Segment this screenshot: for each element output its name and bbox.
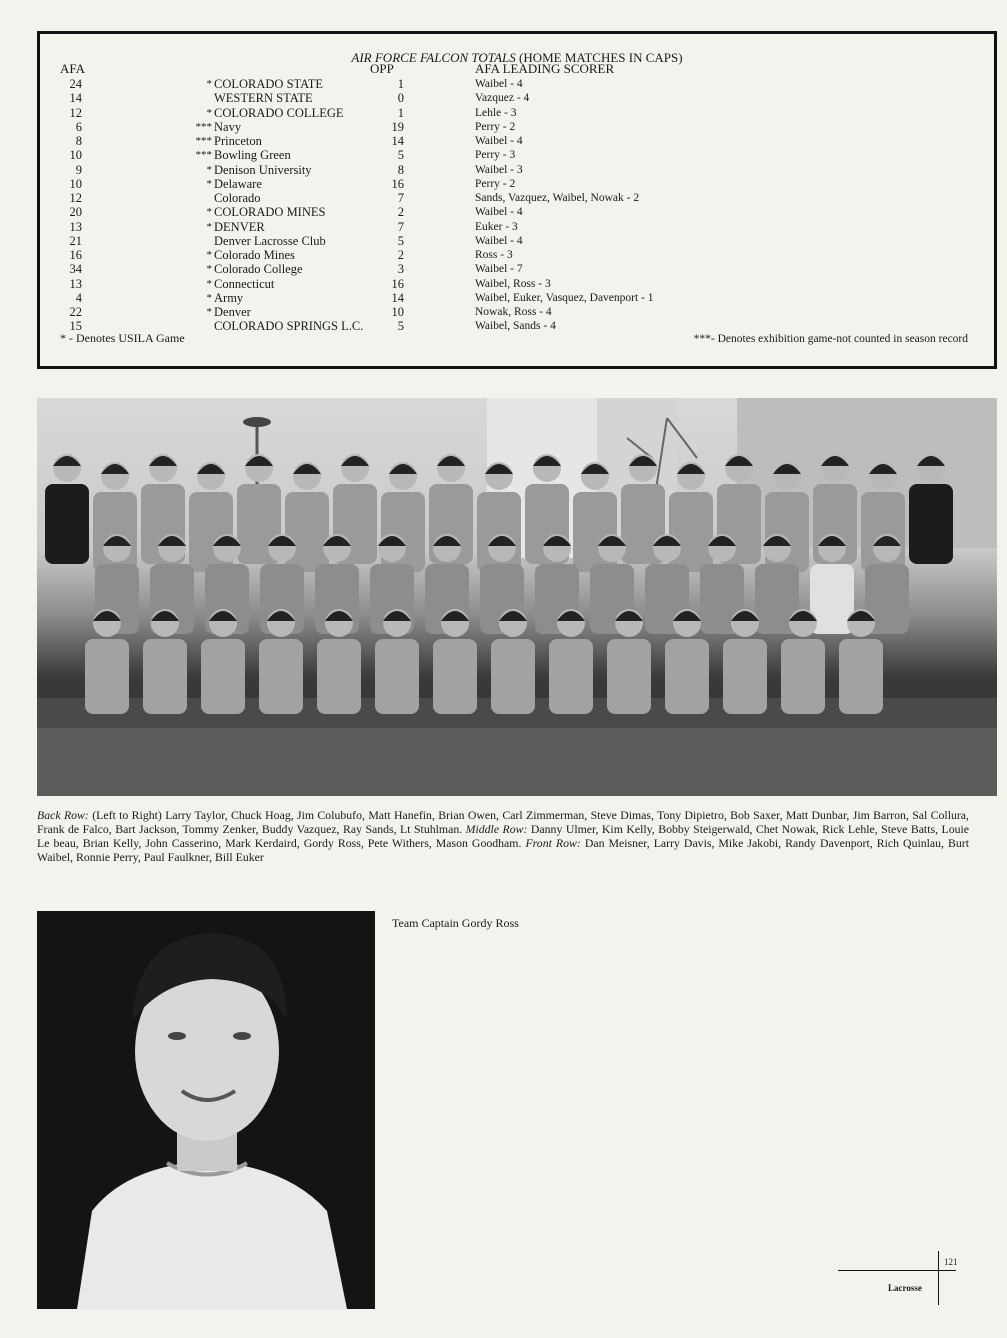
player-figure xyxy=(285,492,329,572)
leading-scorer: Perry - 3 xyxy=(475,149,516,162)
player-figure xyxy=(259,639,303,714)
opponent-name: DENVER xyxy=(214,219,265,234)
opp-score: 3 xyxy=(397,262,404,277)
leading-scorer: Waibel, Ross - 3 xyxy=(475,277,551,290)
opp-score: 1 xyxy=(397,105,404,120)
col-header-afa: AFA xyxy=(60,61,86,76)
player-figure xyxy=(723,639,767,714)
table-body xyxy=(40,77,994,334)
afa-score: 12 xyxy=(69,105,82,120)
opponent-name: Army xyxy=(214,290,244,305)
afa-score: 16 xyxy=(69,248,82,262)
folio-rule-vertical xyxy=(938,1251,939,1305)
usila-marker: * xyxy=(206,277,212,290)
opp-score: 19 xyxy=(391,119,404,134)
usila-marker: * xyxy=(206,78,212,90)
leading-scorer: Nowak, Ross - 4 xyxy=(475,306,552,318)
opp-score: 10 xyxy=(391,305,404,319)
opp-score: 5 xyxy=(397,233,404,248)
captain-portrait-image xyxy=(37,911,375,1309)
opponent-name: COLORADO COLLEGE xyxy=(214,105,344,120)
leading-scorer: Waibel - 4 xyxy=(475,78,523,90)
table-row xyxy=(40,91,994,105)
leading-scorer: Euker - 3 xyxy=(475,220,518,233)
afa-score: 21 xyxy=(69,233,82,248)
player-figure xyxy=(85,639,129,714)
opponent-name: Delaware xyxy=(214,176,262,191)
leading-scorer: Waibel - 4 xyxy=(475,206,523,219)
section-name: Lacrosse xyxy=(888,1283,922,1293)
opponent-name: Connecticut xyxy=(214,276,275,291)
usila-marker: *** xyxy=(195,135,212,147)
afa-score: 8 xyxy=(75,134,82,148)
usila-marker: * xyxy=(206,249,212,261)
opponent-name: Denver xyxy=(214,305,251,319)
player-figure xyxy=(549,639,593,714)
player-figure xyxy=(433,639,477,714)
opponent-name: Princeton xyxy=(214,134,262,148)
opponent-name: Denison University xyxy=(214,162,312,177)
table-row xyxy=(40,262,994,276)
table-row xyxy=(40,305,994,319)
opponent-name: COLORADO SPRINGS L.C. xyxy=(214,319,364,334)
opp-score: 16 xyxy=(391,276,404,291)
opponent-name: Navy xyxy=(214,119,242,134)
table-row xyxy=(40,191,994,205)
leading-scorer: Waibel - 7 xyxy=(475,263,523,276)
table-row xyxy=(40,120,994,134)
table-row xyxy=(40,106,994,120)
leading-scorer: Waibel - 3 xyxy=(475,163,523,176)
table-row xyxy=(40,163,994,177)
player-figure xyxy=(491,639,535,714)
opp-score: 7 xyxy=(397,219,404,234)
opp-score: 16 xyxy=(391,176,404,191)
table-row xyxy=(40,77,994,91)
opponent-name: COLORADO MINES xyxy=(214,205,326,220)
usila-marker: * xyxy=(206,177,212,190)
player-figure xyxy=(375,639,419,714)
table-row xyxy=(40,177,994,191)
team-players xyxy=(45,454,953,714)
leading-scorer: Waibel - 4 xyxy=(475,135,523,147)
player-figure xyxy=(669,492,713,572)
leading-scorer: Sands, Vazquez, Waibel, Nowak - 2 xyxy=(475,192,640,204)
portrait-caption: Team Captain Gordy Ross xyxy=(392,916,519,930)
leading-scorer: Waibel - 4 xyxy=(475,234,523,247)
table-row xyxy=(40,234,994,248)
usila-marker: * xyxy=(206,291,212,304)
leading-scorer: Vazquez - 4 xyxy=(475,92,530,105)
afa-score: 20 xyxy=(69,205,82,220)
leading-scorer: Waibel, Sands - 4 xyxy=(475,320,556,333)
opp-score: 5 xyxy=(397,319,404,334)
player-figure xyxy=(665,639,709,714)
opponent-name: Colorado xyxy=(214,191,261,205)
afa-score: 6 xyxy=(75,119,82,134)
col-header-opp: OPP xyxy=(370,61,394,76)
opponent-name: Denver Lacrosse Club xyxy=(214,233,326,248)
afa-score: 34 xyxy=(69,262,82,277)
table-title: AIR FORCE FALCON TOTALS (HOME MATCHES IN CAPS) xyxy=(351,50,683,65)
opp-score: 14 xyxy=(391,290,404,305)
afa-score: 13 xyxy=(69,219,82,234)
usila-marker: * xyxy=(206,220,212,233)
player-figure xyxy=(317,639,361,714)
player-figure xyxy=(143,639,187,714)
captain-portrait xyxy=(37,911,375,1309)
afa-score: 15 xyxy=(69,319,82,334)
opp-score: 1 xyxy=(397,77,404,91)
season-results-table xyxy=(37,31,997,369)
exhibition-note: ***- Denotes exhibition game-not counted in season record xyxy=(693,333,968,345)
player-figure xyxy=(201,639,245,714)
player-figure xyxy=(781,639,825,714)
opp-score: 0 xyxy=(397,91,404,106)
usila-marker: * xyxy=(206,306,212,318)
photo-caption: Back Row: (Left to Right) Larry Taylor, Chuck Hoag, Jim Colubufo, Matt Hanefin, Brian Owen, Carl Zimmerman, Steve Dimas, Tony Dipietro, Bob Saxer, Matt Dunbar, Jim Barron, Sal Collura, Frank de Falco, Bart Jackson, Tommy Zenker, Buddy Vazquez, Ray Sands, Lt Stuhlman. Middle Row: Danny Ulmer, Kim Kelly, Bobby Steigerwald, Chet Nowak, Rick Lehle, Steve Batts, Louie Le beau, Brian Kelly, John Casserino, Mark Kerdaird, Gordy Ross, Pete Withers, Mason Goodham. Front Row: Dan Meisner, Larry Davis, Mike Jakobi, Randy Davenport, Rich Quinlau, Burt Waibel, Ronnie Perry, Paul Faulkner, Bill Euker xyxy=(37,808,970,864)
page-number: 121 xyxy=(944,1257,958,1267)
team-photo xyxy=(37,398,997,796)
afa-score: 24 xyxy=(69,77,82,91)
usila-marker: *** xyxy=(195,149,212,162)
table-row xyxy=(40,277,994,291)
usila-marker: * xyxy=(206,163,212,176)
table-row xyxy=(40,220,994,234)
afa-score: 22 xyxy=(69,305,82,319)
afa-score: 14 xyxy=(69,91,82,106)
opp-score: 2 xyxy=(397,205,404,220)
table-row xyxy=(40,134,994,148)
table-row xyxy=(40,291,994,305)
leading-scorer: Lehle - 3 xyxy=(475,106,517,119)
leading-scorer: Perry - 2 xyxy=(475,120,516,133)
player-figure xyxy=(607,639,651,714)
leading-scorer: Waibel, Euker, Vasquez, Davenport - 1 xyxy=(475,291,654,304)
usila-note: * - Denotes USILA Game xyxy=(60,331,185,345)
afa-score: 13 xyxy=(69,276,82,291)
opp-score: 7 xyxy=(397,191,404,205)
player-figure xyxy=(839,639,883,714)
leading-scorer: Perry - 2 xyxy=(475,177,516,190)
usila-marker: *** xyxy=(195,120,212,133)
usila-marker: * xyxy=(206,206,212,219)
table-row xyxy=(40,205,994,219)
opponent-name: Colorado College xyxy=(214,262,303,277)
opponent-name: Colorado Mines xyxy=(214,248,295,262)
opp-score: 5 xyxy=(397,148,404,163)
afa-score: 4 xyxy=(75,290,82,305)
leading-scorer: Ross - 3 xyxy=(475,249,513,261)
opp-score: 14 xyxy=(391,134,404,148)
opp-score: 8 xyxy=(397,162,404,177)
opponent-name: COLORADO STATE xyxy=(214,77,324,91)
table-row xyxy=(40,248,994,262)
opponent-name: Bowling Green xyxy=(214,148,291,163)
player-figure xyxy=(909,484,953,564)
usila-marker: * xyxy=(206,106,212,119)
afa-score: 9 xyxy=(75,162,82,177)
opponent-name: WESTERN STATE xyxy=(214,91,313,106)
usila-marker: * xyxy=(206,263,212,276)
opp-score: 2 xyxy=(397,248,404,262)
team-photo-image xyxy=(37,398,997,796)
afa-score: 10 xyxy=(69,148,82,163)
col-header-scorer: AFA LEADING SCORER xyxy=(475,61,615,76)
afa-score: 10 xyxy=(69,176,82,191)
afa-score: 12 xyxy=(69,191,82,205)
player-figure xyxy=(45,484,89,564)
table-row xyxy=(40,148,994,162)
